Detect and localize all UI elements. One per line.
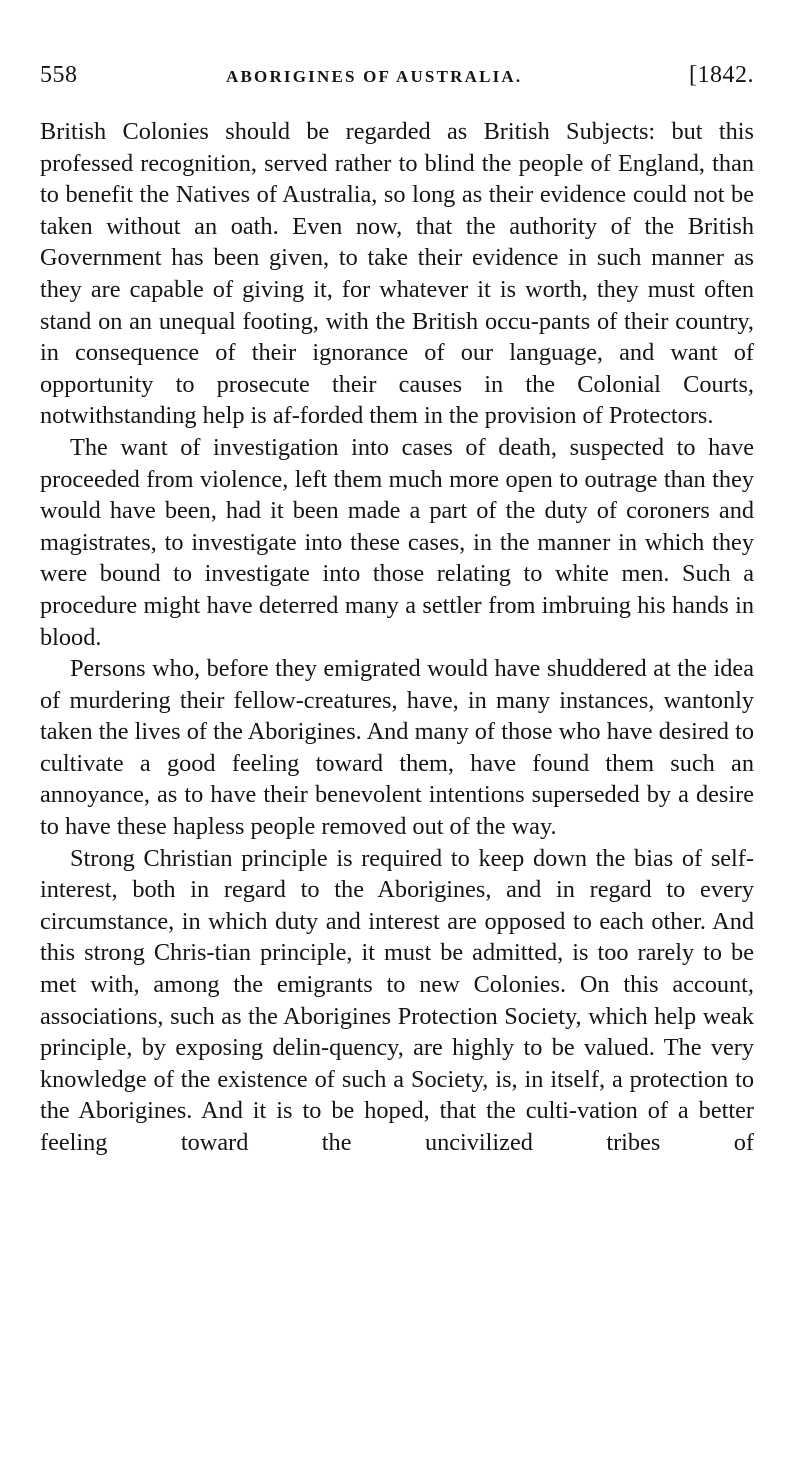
paragraph-4: Strong Christian principle is required to keep down the bias of self-interest, both in regard to the Aborigines, and in regard to every circumstance, in which duty and interest are opposed to each other. And this strong Chris-tian principle, it must be admitted, is too rarely to be met with, among the emigrants to new Colonies. On this account, associations, such as the Aborigines Protection Society, which help weak principle, by exposing delin-quency, are highly to be valued. The very knowledge of the existence of such a Society, is, in itself, a protection to the Aborigines. And it is to be hoped, that the culti-vation of a better feeling toward the uncivilized tribes of <box>40 844 754 1156</box>
paragraph-1: British Colonies should be regarded as British Subjects: but this professed recognition, served rather to blind the people of England, than to benefit the Natives of Australia, so long as their evidence could not be taken without an oath. Even now, that the authority of the British Government has been given, to take their evidence in such manner as they are capable of giving it, for whatever it is worth, they must often stand on an unequal footing, with the British occu-pants of their country, in consequence of their ignorance of our language, and want of opportunity to prosecute their causes in the Colonial Courts, notwithstanding help is af-forded them in the provision of Protectors. <box>40 118 754 430</box>
page-number: 558 <box>40 62 78 88</box>
year-marker: [1842. <box>689 62 754 88</box>
body-text <box>40 116 754 1159</box>
running-head <box>40 60 754 100</box>
book-page <box>40 60 754 1159</box>
running-title: ABORIGINES OF AUSTRALIA. <box>226 67 523 86</box>
paragraph-2: The want of investigation into cases of death, suspected to have proceeded from violence, left them much more open to outrage than they would have been, had it been made a part of the duty of coroners and magistrates, to investigate into these cases, in the manner in which they were bound to investigate into those relating to white men. Such a procedure might have deterred many a settler from imbruing his hands in blood. <box>40 433 754 651</box>
paragraph-3: Persons who, before they emigrated would have shuddered at the idea of murdering their fellow-creatures, have, in many instances, wantonly taken the lives of the Aborigines. And many of those who have desired to cultivate a good feeling toward them, have found them such an annoyance, as to have their benevolent intentions superseded by a desire to have these hapless people removed out of the way. <box>40 655 754 841</box>
